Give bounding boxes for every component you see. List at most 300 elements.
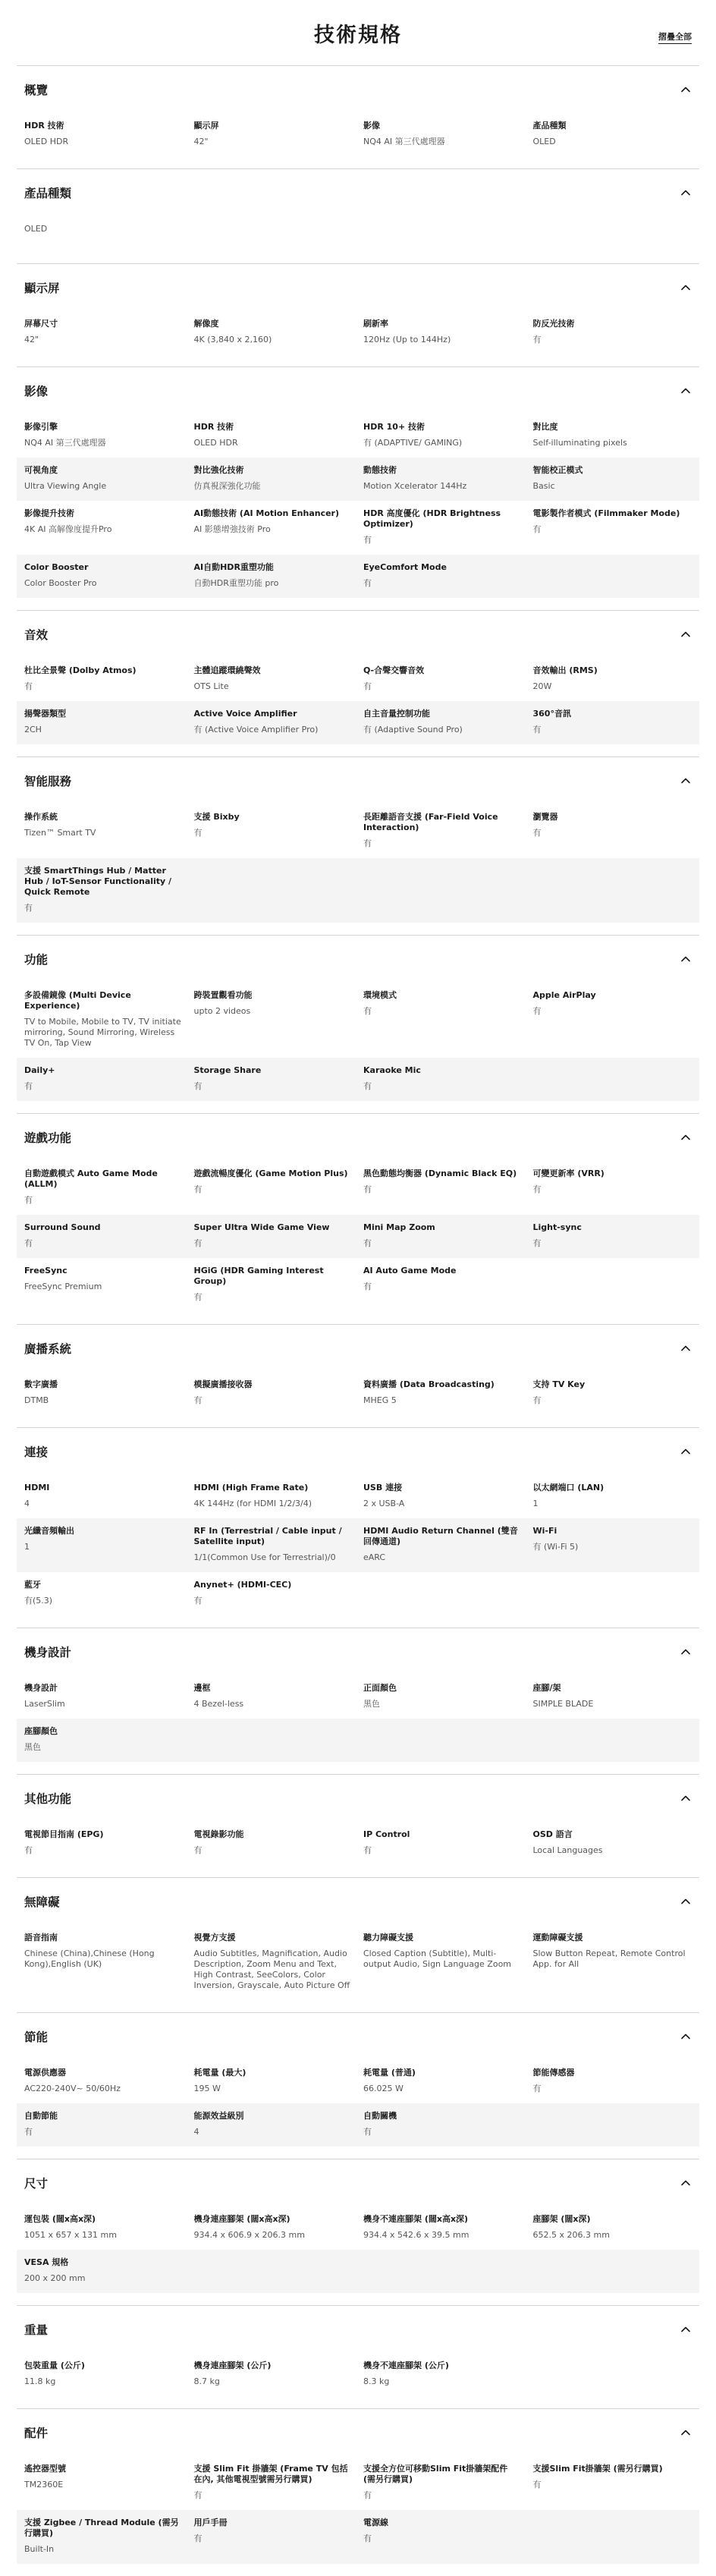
spec-item [24, 2257, 184, 2284]
chevron-up-icon[interactable] [680, 282, 692, 294]
spec-value: AI 影態增強技術 Pro [193, 524, 271, 534]
spec-label: Apple AirPlay [532, 990, 596, 1000]
spec-value: Self-illuminating pixels [532, 438, 627, 448]
spec-label: 自動節能 [24, 2111, 58, 2121]
chevron-up-icon[interactable] [680, 1895, 692, 1908]
spec-label: HDR 10+ 技術 [363, 422, 425, 432]
spec-item [24, 1266, 184, 1303]
spec-label: USB 連接 [363, 1483, 403, 1492]
spec-rows [17, 1675, 699, 1762]
spec-section-dimensions [17, 2159, 699, 2305]
spec-label: 運包裝 (闊x高x深) [24, 2214, 96, 2224]
spec-label: 電影製作者模式 (Filmmaker Mode) [532, 508, 680, 518]
spec-label: 機身連座腳架 (公斤) [193, 2361, 272, 2370]
section-title: 功能 [24, 953, 49, 967]
spec-label: 耗電量 (最大) [193, 2068, 247, 2077]
spec-row [17, 2103, 699, 2147]
spec-label: IP Control [363, 1829, 410, 1839]
spec-rows [17, 2353, 699, 2396]
spec-label: Daily+ [24, 1065, 55, 1075]
spec-label: 支援 Zigbee / Thread Module (需另行購買) [24, 2518, 179, 2538]
section-title: 顯示屏 [24, 282, 60, 295]
spec-value: 有 [532, 828, 542, 838]
spec-label: 刷新率 [363, 319, 388, 329]
spec-value: 有 [363, 2127, 372, 2137]
spec-label: Mini Map Zoom [363, 1222, 435, 1232]
spec-item [363, 2361, 523, 2387]
spec-label: 支持 TV Key [532, 1379, 586, 1389]
section-title: 無障礙 [24, 1895, 60, 1909]
spec-item [194, 2518, 353, 2555]
section-header-other[interactable] [17, 1775, 699, 1822]
spec-label: 音效輸出 (RMS) [532, 665, 598, 675]
spec-item [533, 1483, 692, 1509]
spec-label: AI動態技術 (AI Motion Enhancer) [193, 508, 340, 518]
spec-item [533, 422, 692, 448]
chevron-up-icon[interactable] [680, 1131, 692, 1143]
spec-value: 有 [24, 1195, 33, 1205]
spec-label: Active Voice Amplifier [193, 709, 297, 719]
section-title: 配件 [24, 2427, 49, 2440]
spec-item [24, 562, 184, 589]
spec-value: 4 [193, 2127, 199, 2137]
spec-section-smart-service [17, 756, 699, 935]
spec-label: RF In (Terrestrial / Cable input / Satellite input) [193, 1526, 342, 1546]
spec-label: 自主音量控制功能 [363, 709, 430, 719]
spec-value: 2CH [24, 725, 42, 734]
spec-value: Motion Xcelerator 144Hz [363, 481, 467, 491]
section-title: 產品種類 [24, 187, 72, 200]
spec-item [363, 1065, 523, 1092]
spec-item [24, 2111, 184, 2137]
spec-row [17, 1258, 699, 1312]
spec-label: 杜比全景聲 (Dolby Atmos) [24, 665, 137, 675]
spec-row [17, 658, 699, 701]
spec-value: OLED HDR [193, 438, 238, 448]
section-title: 概覽 [24, 83, 49, 97]
spec-value: 有 [363, 1282, 372, 1291]
spec-item [24, 1829, 184, 1856]
spec-item [24, 1065, 184, 1092]
spec-value: Local Languages [532, 1845, 603, 1855]
spec-item [363, 1526, 523, 1563]
section-header-dimensions[interactable] [17, 2159, 699, 2206]
spec-item [533, 121, 692, 147]
spec-label: FreeSync [24, 1266, 68, 1275]
spec-section-connectivity [17, 1427, 699, 1628]
spec-label: HDR 技術 [193, 422, 234, 432]
chevron-up-icon[interactable] [680, 2323, 692, 2335]
spec-value: 有 [193, 2490, 203, 2500]
spec-label: 電源供應器 [24, 2068, 66, 2077]
page-title: 技術規格 [314, 24, 402, 47]
spec-item [363, 2068, 523, 2094]
section-header-audio[interactable] [17, 611, 699, 658]
spec-value: 有 [193, 1845, 203, 1855]
spec-value: Chinese (China),Chinese (Hong Kong),English (UK) [24, 1949, 155, 1969]
spec-item [194, 422, 353, 448]
spec-value: Ultra Viewing Angle [24, 481, 107, 491]
spec-item [24, 2361, 184, 2387]
collapse-all-link[interactable]: 摺疊全部 [658, 30, 692, 44]
spec-value: 有 [532, 1395, 542, 1405]
spec-row [17, 1822, 699, 1865]
spec-value: 1051 x 657 x 131 mm [24, 2230, 117, 2240]
spec-section-product-type [17, 168, 699, 263]
spec-value: 有 [193, 1292, 203, 1302]
spec-section-other [17, 1774, 699, 1877]
chevron-up-icon[interactable] [680, 628, 692, 640]
spec-value: 黑色 [363, 1699, 380, 1709]
spec-value: 有 [532, 1006, 542, 1016]
spec-value: 有 [24, 2127, 33, 2137]
spec-item [533, 319, 692, 345]
spec-item [24, 866, 184, 914]
chevron-up-icon[interactable] [680, 1792, 692, 1804]
spec-label: 對比度 [532, 422, 558, 432]
spec-item [24, 1379, 184, 1406]
spec-label: HDR 技術 [24, 121, 64, 131]
spec-label: HDMI Audio Return Channel (雙音回傳通道) [363, 1526, 518, 1546]
spec-value: Closed Caption (Subtitle), Multi-output Audio, Sign Language Zoom [363, 1949, 512, 1969]
spec-row [17, 1572, 699, 1615]
spec-value: 1 [24, 1542, 30, 1552]
spec-row [17, 701, 699, 744]
spec-item [363, 1379, 523, 1406]
spec-item [363, 2111, 523, 2137]
spec-item [24, 812, 184, 849]
spec-label: Wi-Fi [532, 1526, 557, 1536]
spec-label: 產品種類 [532, 121, 567, 131]
spec-label: 360°音訊 [532, 709, 571, 719]
spec-item [533, 508, 692, 546]
spec-label: 藍牙 [24, 1580, 41, 1590]
spec-row [17, 1058, 699, 1101]
spec-value: 有 [532, 2084, 542, 2093]
section-header-accessibility[interactable] [17, 1878, 699, 1925]
spec-label: AI Auto Game Mode [363, 1266, 457, 1275]
spec-value: 有 [363, 1006, 372, 1016]
spec-item [533, 1933, 692, 1991]
spec-value: 934.4 x 542.6 x 39.5 mm [363, 2230, 469, 2240]
spec-value: OTS Lite [193, 681, 229, 691]
spec-value: 42" [193, 137, 209, 146]
page-header [0, 0, 716, 65]
spec-row [17, 1518, 699, 1572]
spec-label: 運動障礙支援 [532, 1933, 583, 1942]
spec-label: 遊戲流暢度優化 (Game Motion Plus) [193, 1168, 348, 1178]
spec-label: 屏幕尺寸 [24, 319, 58, 329]
spec-label: Light-sync [532, 1222, 582, 1232]
spec-item [533, 2464, 692, 2501]
spec-item [533, 1526, 692, 1563]
spec-row [17, 216, 699, 251]
section-title: 廣播系統 [24, 1342, 72, 1356]
spec-item [363, 562, 523, 589]
spec-item [24, 2214, 184, 2241]
spec-value: 2 x USB-A [363, 1499, 405, 1508]
spec-item [533, 1222, 692, 1249]
chevron-up-icon[interactable] [680, 775, 692, 787]
section-header-smart-service[interactable] [17, 757, 699, 804]
spec-item [363, 2464, 523, 2501]
spec-label: 電源線 [363, 2518, 388, 2527]
spec-item [24, 1726, 184, 1753]
spec-value: LaserSlim [24, 1699, 65, 1709]
spec-label: 支援 SmartThings Hub / Matter Hub / IoT-Sensor Functionality / Quick Remote [24, 866, 172, 897]
spec-label: 機身設計 [24, 1683, 58, 1693]
spec-value: 42" [24, 335, 39, 344]
spec-value: eARC [363, 1552, 386, 1562]
section-header-display[interactable] [17, 264, 699, 311]
spec-label: HGiG (HDR Gaming Interest Group) [193, 1266, 324, 1286]
spec-label: HDR 高度優化 (HDR Brightness Optimizer) [363, 508, 501, 529]
spec-section-broadcast [17, 1324, 699, 1427]
chevron-up-icon[interactable] [680, 2177, 692, 2189]
spec-value: Color Booster Pro [24, 578, 97, 588]
spec-item [194, 121, 353, 147]
spec-value: TV to Mobile, Mobile to TV, TV initiate mirroring, Sound Mirroring, Wireless TV On, Tap View [24, 1017, 181, 1048]
spec-item [363, 1222, 523, 1249]
spec-item [24, 1168, 184, 1206]
spec-label: 機身不連座腳架 (公斤) [363, 2361, 449, 2370]
section-header-features[interactable] [17, 936, 699, 983]
spec-row [17, 1372, 699, 1415]
spec-row [17, 2060, 699, 2103]
spec-value: OLED [24, 224, 48, 234]
spec-item [194, 465, 353, 492]
spec-rows [17, 414, 699, 598]
spec-label: 支援Slim Fit掛牆架 (需另行購買) [532, 2464, 663, 2474]
spec-value: 有 [363, 1845, 372, 1855]
section-header-video[interactable] [17, 367, 699, 414]
spec-item [194, 1526, 353, 1563]
spec-label: 解像度 [193, 319, 219, 329]
spec-value: upto 2 videos [193, 1006, 251, 1016]
spec-label: EyeComfort Mode [363, 562, 447, 572]
spec-row [17, 2456, 699, 2510]
spec-label: 用戶手冊 [193, 2518, 228, 2527]
spec-section-accessories [17, 2408, 699, 2576]
chevron-up-icon[interactable] [680, 2427, 692, 2439]
spec-section-design [17, 1628, 699, 1774]
spec-value: 1/1(Common Use for Terrestrial)/0 [193, 1552, 336, 1562]
spec-value: 自動HDR重塑功能 pro [193, 578, 279, 588]
spec-value: 有 [532, 1238, 542, 1248]
spec-row [17, 1925, 699, 2000]
spec-row [17, 2206, 699, 2250]
spec-item [24, 709, 184, 735]
spec-value: AC220-240V~ 50/60Hz [24, 2084, 121, 2093]
chevron-up-icon[interactable] [680, 385, 692, 397]
spec-value: Slow Button Repeat, Remote Control App. for All [532, 1949, 686, 1969]
spec-item [194, 990, 353, 1049]
spec-value: 有 [363, 2534, 372, 2543]
spec-row [17, 555, 699, 598]
chevron-up-icon[interactable] [680, 187, 692, 199]
spec-value: 有 [363, 1238, 372, 1248]
spec-item [194, 2068, 353, 2094]
spec-item [194, 1222, 353, 1249]
spec-value: 652.5 x 206.3 mm [532, 2230, 610, 2240]
spec-value: 有 [24, 1238, 33, 1248]
spec-item [194, 2361, 353, 2387]
spec-item [363, 990, 523, 1049]
spec-value: 有 [532, 524, 542, 534]
chevron-up-icon[interactable] [680, 2030, 692, 2043]
spec-label: 機身連座腳架 (闊x高x深) [193, 2214, 290, 2224]
chevron-up-icon[interactable] [680, 1342, 692, 1354]
spec-label: 影像提升技術 [24, 508, 74, 518]
spec-rows [17, 1372, 699, 1415]
spec-section-accessibility [17, 1877, 699, 2012]
spec-value: 仿真視深強化功能 [193, 481, 261, 491]
spec-item [24, 121, 184, 147]
spec-value: 4 [24, 1499, 30, 1508]
spec-label: 對比強化技術 [193, 465, 244, 475]
spec-label: 資料廣播 (Data Broadcasting) [363, 1379, 495, 1389]
section-title: 影像 [24, 385, 49, 398]
spec-item [194, 1483, 353, 1509]
spec-item [194, 1379, 353, 1406]
spec-item [363, 2518, 523, 2555]
spec-item [363, 121, 523, 147]
spec-value: 有 [363, 2490, 372, 2500]
spec-row [17, 858, 699, 923]
spec-label: 動態技術 [363, 465, 397, 475]
chevron-up-icon[interactable] [680, 1646, 692, 1658]
spec-item [363, 1933, 523, 1991]
spec-label: AI自動HDR重塑功能 [193, 562, 274, 572]
spec-value: 4K AI 高解像度提升Pro [24, 524, 112, 534]
spec-item [24, 2464, 184, 2501]
section-header-game[interactable] [17, 1114, 699, 1161]
spec-item [363, 665, 523, 692]
spec-row [17, 1675, 699, 1719]
spec-section-display [17, 263, 699, 366]
chevron-up-icon[interactable] [680, 83, 692, 96]
spec-item [363, 1266, 523, 1303]
spec-item [533, 2068, 692, 2094]
section-title: 節能 [24, 2030, 49, 2044]
spec-label: 瀏覽器 [532, 812, 558, 822]
spec-label: 自動關機 [363, 2111, 397, 2121]
spec-item [533, 812, 692, 849]
spec-label: 耗電量 (普通) [363, 2068, 416, 2077]
spec-item [363, 2214, 523, 2241]
spec-label: 自動遊戲模式 Auto Game Mode (ALLM) [24, 1168, 158, 1189]
spec-section-video [17, 366, 699, 610]
spec-item [194, 1266, 353, 1303]
spec-value: 8.3 kg [363, 2376, 390, 2386]
spec-value: Built-In [24, 2544, 55, 2554]
spec-row [17, 2510, 699, 2564]
spec-row [17, 1719, 699, 1762]
section-header-design[interactable] [17, 1628, 699, 1675]
spec-value: 4 Bezel-less [193, 1699, 244, 1709]
spec-label: Anynet+ (HDMI-CEC) [193, 1580, 292, 1590]
spec-label: 可變更新率 (VRR) [532, 1168, 605, 1178]
spec-item [194, 562, 353, 589]
spec-row [17, 311, 699, 354]
spec-value: Basic [532, 481, 555, 491]
spec-value: DTMB [24, 1395, 49, 1405]
spec-item [194, 2214, 353, 2241]
spec-item [194, 1829, 353, 1856]
spec-value: 20W [532, 681, 552, 691]
spec-item [24, 2518, 184, 2555]
spec-item [24, 990, 184, 1049]
spec-value: 有 [24, 903, 33, 913]
spec-item [363, 422, 523, 448]
spec-label: 數字廣播 [24, 1379, 58, 1389]
spec-label: 節能傳感器 [532, 2068, 575, 2077]
section-header-connectivity[interactable] [17, 1428, 699, 1475]
spec-section-overview [17, 65, 699, 168]
section-title: 尺寸 [24, 2177, 49, 2191]
spec-row [17, 1475, 699, 1518]
spec-value: 120Hz (Up to 144Hz) [363, 335, 451, 344]
section-header-overview[interactable] [17, 66, 699, 113]
spec-row [17, 2250, 699, 2293]
spec-value: 有 [193, 1395, 203, 1405]
spec-row [17, 1215, 699, 1258]
spec-value: 195 W [193, 2084, 221, 2093]
spec-value: 200 x 200 mm [24, 2273, 86, 2283]
spec-label: 防反光技術 [532, 319, 575, 329]
spec-value: 4K 144Hz (for HDMI 1/2/3/4) [193, 1499, 312, 1508]
spec-label: 座腳顏色 [24, 1726, 58, 1736]
spec-item [363, 465, 523, 492]
spec-value: 有 [193, 1081, 203, 1091]
spec-value: MHEG 5 [363, 1395, 397, 1405]
chevron-up-icon[interactable] [680, 1445, 692, 1458]
spec-item [533, 1168, 692, 1206]
spec-label: 電視錄影功能 [193, 1829, 244, 1839]
section-title: 遊戲功能 [24, 1131, 72, 1145]
chevron-up-icon[interactable] [680, 953, 692, 965]
spec-value: 11.8 kg [24, 2376, 56, 2386]
spec-item [363, 1829, 523, 1856]
section-header-power[interactable] [17, 2013, 699, 2060]
spec-label: Color Booster [24, 562, 89, 572]
section-header-weight[interactable] [17, 2306, 699, 2353]
spec-label: 支援 Bixby [193, 812, 240, 822]
spec-value: 934.4 x 606.9 x 206.3 mm [193, 2230, 305, 2240]
spec-item [363, 709, 523, 735]
section-header-accessories[interactable] [17, 2409, 699, 2456]
spec-label: 環境模式 [363, 990, 397, 1000]
spec-label: HDMI [24, 1483, 50, 1492]
spec-section-power [17, 2012, 699, 2159]
spec-label: 黑色動態均衡器 (Dynamic Black EQ) [363, 1168, 517, 1178]
spec-value: 有 [363, 1081, 372, 1091]
spec-value: NQ4 AI 第三代處理器 [24, 438, 106, 448]
spec-row [17, 804, 699, 858]
spec-item [533, 990, 692, 1049]
spec-label: 影像 [363, 121, 380, 131]
spec-rows [17, 1475, 699, 1615]
spec-label: 視覺方支援 [193, 1933, 236, 1942]
section-header-broadcast[interactable] [17, 1325, 699, 1372]
spec-item [24, 1580, 184, 1606]
spec-label: 座腳架 (闊x深) [532, 2214, 591, 2224]
section-header-product-type[interactable] [17, 169, 699, 216]
spec-label: VESA 規格 [24, 2257, 69, 2267]
spec-label: Q-合聲交響音效 [363, 665, 425, 675]
spec-label: 揚聲器類型 [24, 709, 66, 719]
spec-item [194, 665, 353, 692]
